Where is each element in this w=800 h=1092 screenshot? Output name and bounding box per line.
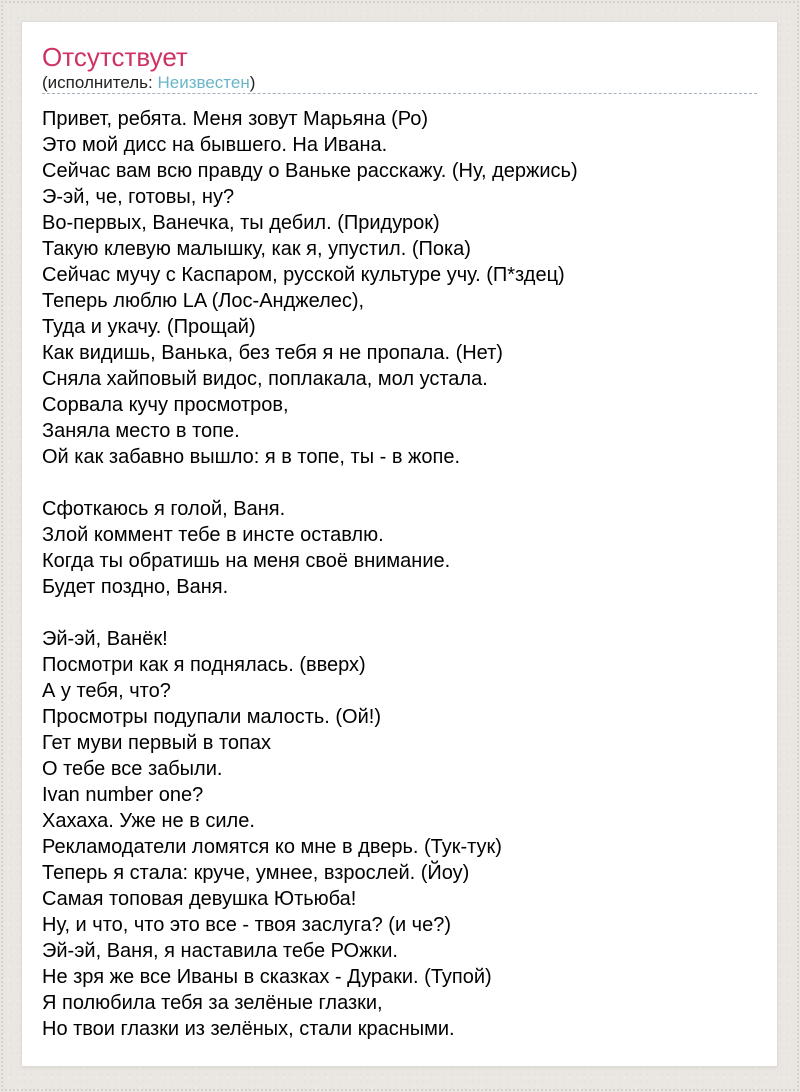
lyric-line: Рекламодатели ломятся ко мне в дверь. (Тук-тук) — [42, 836, 502, 858]
lyric-line: Сорвала кучу просмотров, — [42, 394, 289, 416]
lyric-line: Сфоткаюсь я голой, Ваня. — [42, 498, 286, 520]
lyric-line — [42, 600, 757, 626]
lyrics — [42, 94, 757, 1042]
lyrics-card — [21, 21, 778, 1067]
artist-label: (исполнитель: — [42, 73, 158, 92]
lyric-line — [42, 470, 757, 496]
lyric-line: Но твои глазки из зелёных, стали красными. — [42, 1018, 455, 1040]
lyric-line: Такую клевую малышку, как я, упустил. (Пока) — [42, 238, 471, 260]
lyric-line: Я полюбила тебя за зелёные глазки, — [42, 992, 383, 1014]
lyric-line: О тебе все забыли. — [42, 758, 223, 780]
lyric-line: Эй-эй, Ванёк! — [42, 628, 168, 650]
lyric-line: Гет муви первый в топах — [42, 732, 271, 754]
lyric-line: А у тебя, что? — [42, 680, 171, 702]
lyric-line: Это мой дисс на бывшего. На Ивана. — [42, 134, 388, 156]
lyric-line: Заняла место в топе. — [42, 420, 240, 442]
lyric-line: Теперь я стала: круче, умнее, взрослей. (Йоу) — [42, 862, 470, 884]
lyric-line: Ivan number one? — [42, 784, 204, 806]
lyric-line: Хахаха. Уже не в силе. — [42, 810, 255, 832]
lyric-line: Сняла хайповый видос, поплакала, мол устала. — [42, 368, 488, 390]
lyric-line: Как видишь, Ванька, без тебя я не пропала. (Нет) — [42, 342, 503, 364]
artist-line — [42, 72, 757, 94]
lyric-line: Э-эй, че, готовы, ну? — [42, 186, 235, 208]
lyric-line: Туда и укачу. (Прощай) — [42, 316, 256, 338]
lyric-line: Посмотри как я поднялась. (вверх) — [42, 654, 366, 676]
lyric-line: Когда ты обратишь на меня своё внимание. — [42, 550, 451, 572]
lyric-line: Эй-эй, Ваня, я наставила тебе РОжки. — [42, 940, 398, 962]
lyric-line: Будет поздно, Ваня. — [42, 576, 229, 598]
lyric-line: Сейчас мучу с Каспаром, русской культуре учу. (П*здец) — [42, 264, 565, 286]
lyric-line: Сейчас вам всю правду о Ваньке расскажу. (Ну, держись) — [42, 160, 578, 182]
artist-link[interactable]: Неизвестен — [157, 73, 250, 92]
lyric-line: Теперь люблю LA (Лос-Анджелес), — [42, 290, 365, 312]
artist-suffix: ) — [249, 73, 256, 92]
lyric-line: Самая топовая девушка Ютьюба! — [42, 888, 357, 910]
lyric-line: Привет, ребята. Меня зовут Марьяна (Ро) — [42, 108, 429, 130]
page-title: Отсутствует — [42, 42, 188, 72]
lyric-line: Злой коммент тебе в инсте оставлю. — [42, 524, 384, 546]
lyric-line: Ну, и что, что это все - твоя заслуга? (и че?) — [42, 914, 451, 936]
lyric-line: Во-первых, Ванечка, ты дебил. (Придурок) — [42, 212, 440, 234]
lyric-line: Просмотры подупали малость. (Ой!) — [42, 706, 381, 728]
lyric-line: Не зря же все Иваны в сказках - Дураки. (Тупой) — [42, 966, 492, 988]
lyric-line: Ой как забавно вышло: я в топе, ты - в жопе. — [42, 446, 461, 468]
